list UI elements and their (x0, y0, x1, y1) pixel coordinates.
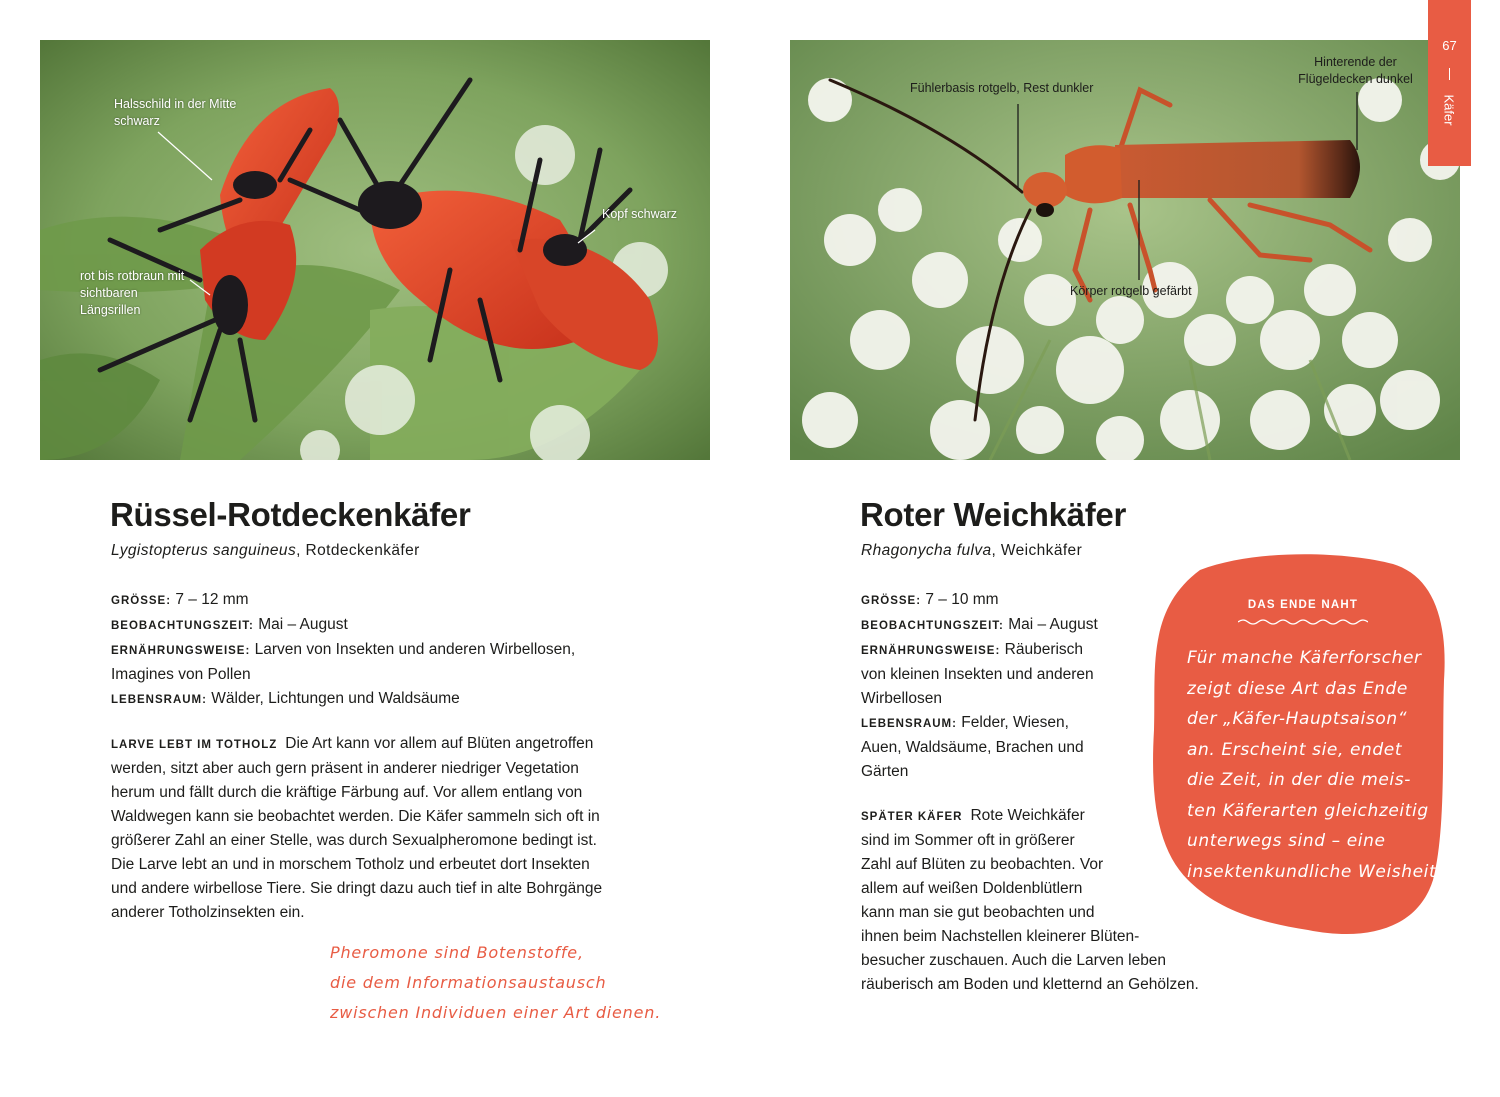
info-line: an. Erscheint sie, endet (1187, 739, 1403, 760)
callout-rear: Hinterende der Flügeldecken dunkel (1298, 55, 1413, 86)
text-line: und andere wirbellose Tiere. Sie dringt dazu auch tief in alte Bohrgänge (111, 880, 603, 897)
fact-label: BEOBACHTUNGSZEIT (861, 620, 1000, 632)
text-line: größerer Zahl an einer Stelle, was durch Sexualpheromone bedingt ist. (111, 832, 597, 849)
fact-row: BEOBACHTUNGSZEIT: Mai – August (861, 616, 1098, 633)
callout-halsschild: Halsschild in der Mitte schwarz (114, 97, 237, 128)
right-section-lead: SPÄTER KÄFER (861, 811, 963, 823)
fact-value: Larven von Insekten und anderen Wirbellosen, Imagines von Pollen (111, 641, 576, 683)
note-line: zwischen Individuen einer Art dienen. (330, 1003, 662, 1022)
right-facts (861, 588, 1111, 784)
text-line: werden, sitzt aber auch gern präsent in anderer niedriger Vegetation (111, 760, 579, 777)
fact-label: LEBENSRAUM (111, 694, 203, 706)
info-line: ten Käferarten gleichzeitig (1187, 800, 1429, 821)
right-species-subtitle (861, 542, 1082, 560)
note-line: die dem Informationsaustausch (330, 973, 607, 992)
fact-value: Wälder, Lichtungen und Waldsäume (211, 690, 460, 707)
left-species-subtitle (111, 542, 420, 560)
info-box-text (1187, 643, 1444, 887)
left-family: , Rotdeckenkäfer (296, 542, 420, 559)
right-latin-name: Rhagonycha fulva (861, 542, 992, 559)
text-line: ihnen beim Nachstellen kleinerer Blüten- (861, 928, 1140, 945)
info-line: der „Käfer-Hauptsaison“ (1187, 709, 1408, 729)
right-family: , Weichkäfer (991, 542, 1083, 559)
fact-row: LEBENSRAUM: Wälder, Lichtungen und Waldsäume (111, 690, 460, 707)
text-line: besucher zuschauen. Auch die Larven leben (861, 952, 1167, 969)
fact-value: 7 – 12 mm (175, 591, 249, 608)
section-name: Käfer (1441, 94, 1457, 126)
fact-value: Mai – August (258, 616, 348, 633)
text-line: Die Art kann vor allem auf Blüten angetroffen (285, 735, 594, 752)
callout-antenna: Fühlerbasis rotgelb, Rest dunkler (910, 81, 1094, 95)
callout-color: rot bis rotbraun mit sichtbaren Längsrillen (80, 269, 185, 317)
left-description (111, 732, 631, 925)
note-line: Pheromone sind Botenstoffe, (330, 943, 584, 962)
photo-common-red-soldier-beetle (790, 40, 1460, 460)
text-line: sind im Sommer oft in größerer (861, 832, 1075, 849)
info-line: unterwegs sind – eine (1187, 831, 1386, 851)
fact-row: LEBENSRAUM: Felder, Wiesen, Auen, Waldsäume, Brachen und Gärten (861, 714, 1084, 780)
fact-value: 7 – 10 mm (925, 591, 999, 608)
fact-value: Mai – August (1008, 616, 1098, 633)
fact-row: GRÖSSE: 7 – 12 mm (111, 591, 249, 608)
left-facts (111, 588, 611, 712)
text-line: allem auf weißen Doldenblütlern (861, 880, 1083, 897)
left-latin-name: Lygistopterus sanguineus (111, 542, 297, 559)
fact-row: ERNÄHRUNGSWEISE: Räuberisch von kleinen Insekten und anderen Wirbellosen (861, 641, 1094, 707)
left-species-title: Rüssel-Rotdeckenkäfer (110, 496, 471, 533)
fact-label: GRÖSSE (111, 595, 167, 607)
info-line: insektenkundliche Weisheit! (1187, 861, 1444, 882)
photo-red-net-winged-beetles (40, 40, 710, 460)
callout-body: Körper rotgelb gefärbt (1070, 284, 1192, 298)
info-line: zeigt diese Art das Ende (1187, 678, 1408, 699)
info-box-heading: DAS ENDE NAHT (1247, 599, 1359, 611)
wave-divider (1238, 618, 1368, 626)
fact-row: ERNÄHRUNGSWEISE: Larven von Insekten und anderen Wirbellosen, Imagines von Pollen (111, 641, 576, 683)
fact-row: GRÖSSE: 7 – 10 mm (861, 591, 999, 608)
fact-label: GRÖSSE (861, 595, 917, 607)
info-line: die Zeit, in der die meis- (1187, 770, 1411, 790)
tab-divider (1449, 68, 1450, 80)
page-number: 67 (1442, 38, 1457, 53)
fact-label: ERNÄHRUNGSWEISE (111, 645, 246, 657)
fact-label: ERNÄHRUNGSWEISE (861, 645, 996, 657)
fact-label: LEBENSRAUM (861, 718, 953, 730)
text-line: räuberisch am Boden und kletternd an Gehölzen. (861, 976, 1199, 993)
callout-head: Kopf schwarz (602, 207, 678, 221)
info-line: Für manche Käferforscher (1187, 648, 1422, 668)
text-line: anderer Totholzinsekten ein. (111, 904, 305, 921)
text-line: herum und fällt durch die kräftige Färbung auf. Vor allem entlang von (111, 784, 583, 801)
fact-value: Räuberisch von kleinen Insekten und anderen Wirbellosen (861, 641, 1094, 707)
right-species-title: Roter Weichkäfer (860, 496, 1127, 533)
fact-label: BEOBACHTUNGSZEIT (111, 620, 250, 632)
text-line: Zahl auf Blüten zu beobachten. Vor (861, 856, 1104, 873)
fact-row: BEOBACHTUNGSZEIT: Mai – August (111, 616, 348, 633)
text-line: kann man sie gut beobachten und (861, 904, 1095, 921)
text-line: Rote Weichkäfer (970, 807, 1085, 824)
page-tab (1428, 0, 1471, 166)
handwritten-note (330, 938, 690, 1028)
fact-value: Felder, Wiesen, Auen, Waldsäume, Brachen und Gärten (861, 714, 1084, 780)
text-line: Waldwegen kann sie beobachtet werden. Die Käfer sammeln sich oft in (111, 808, 600, 825)
text-line: Die Larve lebt an und in morschem Totholz und erbeutet dort Insekten (111, 856, 590, 873)
left-section-lead: LARVE LEBT IM TOTHOLZ (111, 739, 278, 751)
